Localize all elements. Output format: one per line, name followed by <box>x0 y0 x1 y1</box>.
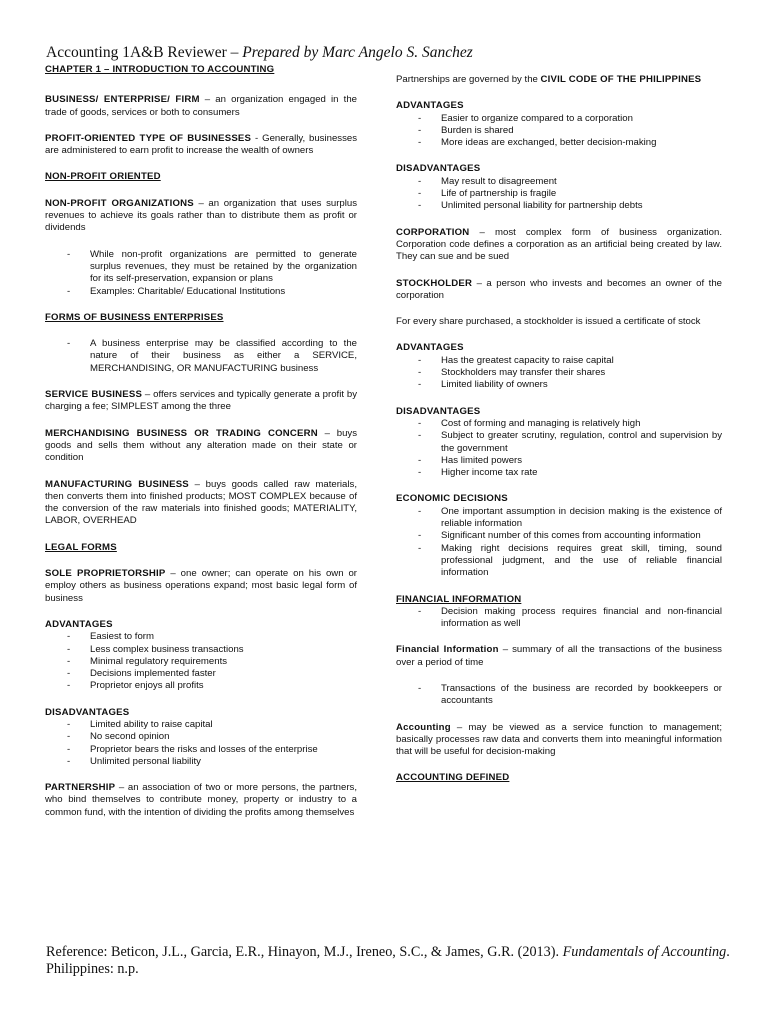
definition: – a person who invests and becomes an owner of the corporation <box>396 277 722 301</box>
list-item: - May result to disagreement <box>396 176 722 188</box>
reference-book-title: Fundamentals of Accounting <box>562 944 727 960</box>
definition: – an association of two or more persons, the partners, who bind themselves to contribute money, property or industry to a common fund, with the intention of dividing the profits among themselves <box>45 782 357 818</box>
list-item: - Examples: Charitable/ Educational Institutions <box>45 286 357 298</box>
list-item: - Has the greatest capacity to raise capital <box>396 355 722 367</box>
reference-tail: . Philippines: n.p. <box>46 944 730 977</box>
econ-list <box>396 506 722 580</box>
sole-disadv-heading: DISADVANTAGES <box>45 706 130 718</box>
fininfo-list <box>396 606 722 631</box>
list-item: - A business enterprise may be classified according to the nature of their business as either a SERVICE, MERCHANDISING, OR MANUFACTURING business <box>45 338 357 375</box>
corp-disadv-list <box>396 418 722 479</box>
term: SERVICE BUSINESS <box>45 389 143 401</box>
list-item: - Unlimited personal liability for partnership debts <box>396 200 722 212</box>
reference-citation <box>46 944 736 978</box>
list-item: - Stockholders may transfer their shares <box>396 367 722 379</box>
definition: – an organization engaged in the trade of goods, services or both to consumers <box>45 94 357 118</box>
term: STOCKHOLDER <box>396 277 473 289</box>
title-main: Accounting 1A&B Reviewer <box>46 44 227 61</box>
list-item: - Minimal regulatory requirements <box>45 656 357 668</box>
part-disadv-list <box>396 176 722 213</box>
definition: – summary of all the transactions of the business over a period of time <box>396 644 722 668</box>
list-item: - Burden is shared <box>396 125 722 137</box>
definition: - Generally, businesses are administered to earn profit to increase the wealth of owners <box>45 132 358 157</box>
list-item: - Has limited powers <box>396 455 722 467</box>
partnership-definition <box>45 782 357 819</box>
definition: – offers services and typically generate a profit by charging a fee; SIMPLEST among the three <box>45 389 357 413</box>
share-statement: For every share purchased, a stockholder is issued a certificate of stock <box>396 316 701 328</box>
list-item: - More ideas are exchanged, better decision-making <box>396 137 722 149</box>
part-adv-heading: ADVANTAGES <box>396 100 464 112</box>
list-item: - No second opinion <box>45 731 357 743</box>
list-item: - Proprietor enjoys all profits <box>45 680 357 692</box>
list-item: - Decisions implemented faster <box>45 668 357 680</box>
list-item: - Limited ability to raise capital <box>45 719 357 731</box>
accounting-defined-heading: ACCOUNTING DEFINED <box>396 772 510 784</box>
part-adv-list <box>396 113 722 150</box>
econ-heading: ECONOMIC DECISIONS <box>396 493 508 505</box>
definition: – one owner; can operate on his own or employ others as business operations expand; most basic legal form of business <box>45 568 357 604</box>
legal-heading: LEGAL FORMS <box>45 541 117 553</box>
governed-statement <box>396 74 722 86</box>
nonprofit-heading: NON-PROFIT ORIENTED <box>45 171 161 183</box>
forms-heading: FORMS OF BUSINESS ENTERPRISES <box>45 311 224 323</box>
list-item: - Easiest to form <box>45 631 357 643</box>
fininfo-heading: FINANCIAL INFORMATION <box>396 593 522 605</box>
definition: – most complex form of business organization. Corporation code defines a corporation as an artificial being created by law. They can sue and be sued <box>396 226 722 263</box>
fininfo-definition <box>396 644 722 669</box>
corp-adv-list <box>396 355 722 392</box>
term: Accounting <box>396 721 451 733</box>
list-item: - Easier to organize compared to a corporation <box>396 113 722 125</box>
definition: – buys goods called raw materials, then converts them into finished products; MOST COMPLEX because of the conversion of the raw materials into finished goods; MATERIALITY, LABOR, OVERHEAD <box>45 478 357 527</box>
npo-list <box>45 249 357 298</box>
merch-definition <box>45 428 357 465</box>
term: MERCHANDISING BUSINESS OR TRADING CONCERN <box>45 427 318 439</box>
term: Financial Information <box>396 644 499 656</box>
statement-text: Partnerships are governed by the <box>396 74 541 85</box>
part-disadv-heading: DISADVANTAGES <box>396 163 481 175</box>
left-column <box>45 64 357 819</box>
list-item: - Proprietor bears the risks and losses of the enterprise <box>45 744 357 756</box>
sole-adv-heading: ADVANTAGES <box>45 618 113 630</box>
transactions-list <box>396 683 722 708</box>
list-item: - One important assumption in decision making is the existence of reliable information <box>396 506 722 531</box>
forms-list <box>45 338 357 375</box>
npo-definition <box>45 198 357 235</box>
list-item: - Subject to greater scrutiny, regulation, control and supervision by the government <box>396 430 722 455</box>
sole-disadv-list <box>45 719 357 768</box>
title-author: – Prepared by Marc Angelo S. Sanchez <box>226 44 473 61</box>
corporation-definition <box>396 227 722 264</box>
manuf-definition <box>45 479 357 528</box>
sole-definition <box>45 568 357 605</box>
term: PARTNERSHIP <box>45 782 116 794</box>
term: MANUFACTURING BUSINESS <box>45 478 189 490</box>
list-item: - Unlimited personal liability <box>45 756 357 768</box>
definition: – buys goods and sells them without any alteration made on their state or condition <box>45 427 357 464</box>
list-item: - Less complex business transactions <box>45 644 357 656</box>
stockholder-definition <box>396 278 722 303</box>
page-title <box>46 44 473 62</box>
profit-definition <box>45 133 357 158</box>
definition: – an organization that uses surplus revenues to achieve its goals rather than to distribute them as profit or dividends <box>45 197 358 234</box>
sole-adv-list <box>45 631 357 692</box>
list-item: - Significant number of this comes from accounting information <box>396 530 722 542</box>
list-item: - Cost of forming and managing is relatively high <box>396 418 722 430</box>
business-definition <box>45 94 357 119</box>
term: NON-PROFIT ORGANIZATIONS <box>45 197 194 209</box>
term: PROFIT-ORIENTED TYPE OF BUSINESSES <box>45 132 252 144</box>
chapter-heading: CHAPTER 1 – INTRODUCTION TO ACCOUNTING <box>45 64 275 75</box>
accounting-definition <box>396 722 722 759</box>
list-item: - Transactions of the business are recorded by bookkeepers or accountants <box>396 683 722 708</box>
right-column <box>396 74 722 785</box>
list-item: - Limited liability of owners <box>396 379 722 391</box>
corp-adv-heading: ADVANTAGES <box>396 342 464 354</box>
statement-bold: CIVIL CODE OF THE PHILIPPINES <box>540 74 702 85</box>
corp-disadv-heading: DISADVANTAGES <box>396 405 481 417</box>
term: CORPORATION <box>396 226 470 238</box>
service-definition <box>45 389 357 414</box>
list-item: - While non-profit organizations are permitted to generate surplus revenues, they must be retained by the organization for its self-preservation, expansion or plans <box>45 249 357 286</box>
list-item: - Decision making process requires financial and non-financial information as well <box>396 606 722 631</box>
reference-text: Reference: Beticon, J.L., Garcia, E.R., Hinayon, M.J., Ireneo, S.C., & James, G.R. (2013). <box>46 944 563 960</box>
list-item: - Higher income tax rate <box>396 467 722 479</box>
list-item: - Making right decisions requires great skill, timing, sound professional judgment, and the use of reliable financial information <box>396 543 722 580</box>
definition: – may be viewed as a service function to management; basically processes raw data and converts them into meaningful information that will be useful for decision-making <box>396 721 722 758</box>
term: SOLE PROPRIETORSHIP <box>45 568 166 580</box>
term: BUSINESS/ ENTERPRISE/ FIRM <box>45 94 200 106</box>
list-item: - Life of partnership is fragile <box>396 188 722 200</box>
